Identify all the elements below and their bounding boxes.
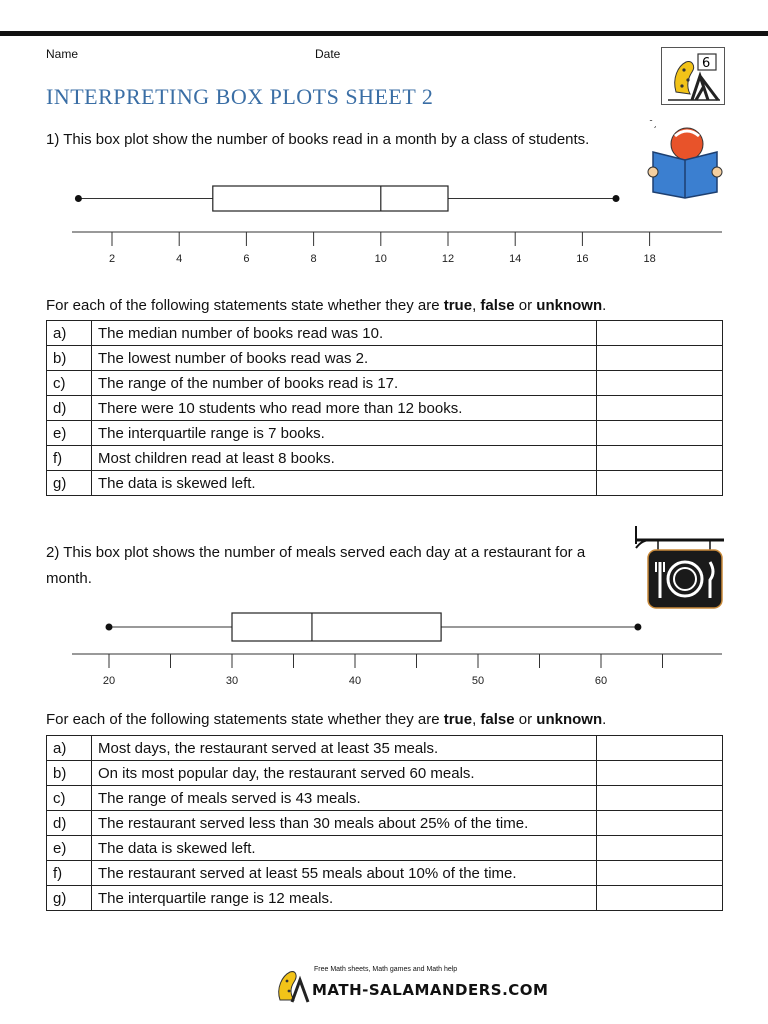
answer-cell[interactable] [597, 371, 723, 396]
row-letter: e) [47, 836, 92, 861]
q2-question [46, 540, 585, 592]
table-row [47, 446, 723, 471]
tick-label: 12 [441, 253, 455, 265]
top-rule [0, 31, 768, 36]
table-row [47, 761, 723, 786]
min-point [106, 624, 113, 631]
tick-label: 14 [509, 253, 522, 265]
row-letter: c) [47, 786, 92, 811]
row-statement: Most days, the restaurant served at least 35 meals. [92, 736, 597, 761]
answer-cell[interactable] [597, 861, 723, 886]
svg-text:¯¸: ¯¸ [649, 119, 657, 128]
row-letter: f) [47, 446, 92, 471]
row-statement: The restaurant served less than 30 meals about 25% of the time. [92, 811, 597, 836]
tick-label: 18 [643, 253, 656, 265]
footer-salamander-icon [272, 963, 312, 1005]
q2-instruction: For each of the following statements state whether they are true, false or unknown. [46, 711, 607, 728]
row-letter: b) [47, 346, 92, 371]
table-row [47, 371, 723, 396]
row-statement: The interquartile range is 7 books. [92, 421, 597, 446]
table-row [47, 736, 723, 761]
table-row [47, 786, 723, 811]
footer-site-link[interactable]: MATH-SALAMANDERS.COM [312, 981, 549, 999]
box-plot-meals [0, 605, 768, 695]
tick-label: 10 [374, 253, 387, 265]
tick-label: 20 [102, 675, 116, 687]
row-statement: Most children read at least 8 books. [92, 446, 597, 471]
row-letter: a) [47, 736, 92, 761]
page-title: INTERPRETING BOX PLOTS SHEET 2 [46, 84, 434, 109]
row-letter: f) [47, 861, 92, 886]
max-point [613, 195, 620, 202]
iqr-box [213, 186, 448, 211]
q2-question-line2: month. [46, 570, 92, 587]
row-statement: The restaurant served at least 55 meals about 10% of the time. [92, 861, 597, 886]
row-statement: The data is skewed left. [92, 471, 597, 496]
footer-tagline: Free Math sheets, Math games and Math help [314, 966, 458, 973]
row-letter: d) [47, 811, 92, 836]
table-row [47, 421, 723, 446]
row-statement: The data is skewed left. [92, 836, 597, 861]
row-statement: The range of the number of books read is 17. [92, 371, 597, 396]
row-statement: The median number of books read was 10. [92, 321, 597, 346]
tick-label: 50 [471, 675, 485, 687]
answer-cell[interactable] [597, 446, 723, 471]
box-plot-books [0, 180, 768, 270]
table-row [47, 321, 723, 346]
max-point [634, 624, 641, 631]
answer-cell[interactable] [597, 836, 723, 861]
table-row [47, 886, 723, 911]
salamander-logo [661, 47, 725, 105]
row-statement: The range of meals served is 43 meals. [92, 786, 597, 811]
answer-cell[interactable] [597, 321, 723, 346]
min-point [75, 195, 82, 202]
iqr-box [232, 613, 441, 641]
row-letter: d) [47, 396, 92, 421]
restaurant-plate-icon [636, 526, 726, 610]
tick-label: 6 [243, 253, 250, 265]
answer-cell[interactable] [597, 471, 723, 496]
q1-instruction: For each of the following statements state whether they are true, false or unknown. [46, 297, 607, 314]
answer-cell[interactable] [597, 786, 723, 811]
row-letter: g) [47, 886, 92, 911]
date-label: Date [315, 47, 341, 61]
tick-label: 16 [576, 253, 589, 265]
answer-cell[interactable] [597, 811, 723, 836]
table-row [47, 811, 723, 836]
answer-cell[interactable] [597, 886, 723, 911]
table-row [47, 396, 723, 421]
tick-label: 8 [310, 253, 317, 265]
row-letter: b) [47, 761, 92, 786]
row-statement: The interquartile range is 12 meals. [92, 886, 597, 911]
row-letter: e) [47, 421, 92, 446]
q1-statements-table [46, 320, 723, 496]
answer-cell[interactable] [597, 346, 723, 371]
row-letter: a) [47, 321, 92, 346]
q2-question-line1: 2) This box plot shows the number of meals served each day at a restaurant for a [46, 544, 586, 561]
answer-cell[interactable] [597, 421, 723, 446]
row-statement: The lowest number of books read was 2. [92, 346, 597, 371]
row-statement: On its most popular day, the restaurant served 60 meals. [92, 761, 597, 786]
tick-label: 40 [348, 675, 362, 687]
answer-cell[interactable] [597, 736, 723, 761]
tick-label: 2 [108, 253, 116, 265]
table-row [47, 836, 723, 861]
row-letter: c) [47, 371, 92, 396]
answer-cell[interactable] [597, 396, 723, 421]
tick-label: 30 [225, 675, 239, 687]
row-letter: g) [47, 471, 92, 496]
tick-label: 60 [594, 675, 608, 687]
answer-cell[interactable] [597, 761, 723, 786]
table-row [47, 346, 723, 371]
name-label: Name [46, 47, 79, 61]
table-row [47, 861, 723, 886]
q1-question: 1) This box plot show the number of books read in a month by a class of students. [46, 131, 590, 148]
row-statement: There were 10 students who read more than 12 books. [92, 396, 597, 421]
q2-statements-table [46, 735, 723, 911]
salamander-logo-icon [662, 48, 724, 104]
tick-label: 4 [176, 253, 183, 265]
table-row [47, 471, 723, 496]
badge-number: 6 [702, 56, 711, 71]
